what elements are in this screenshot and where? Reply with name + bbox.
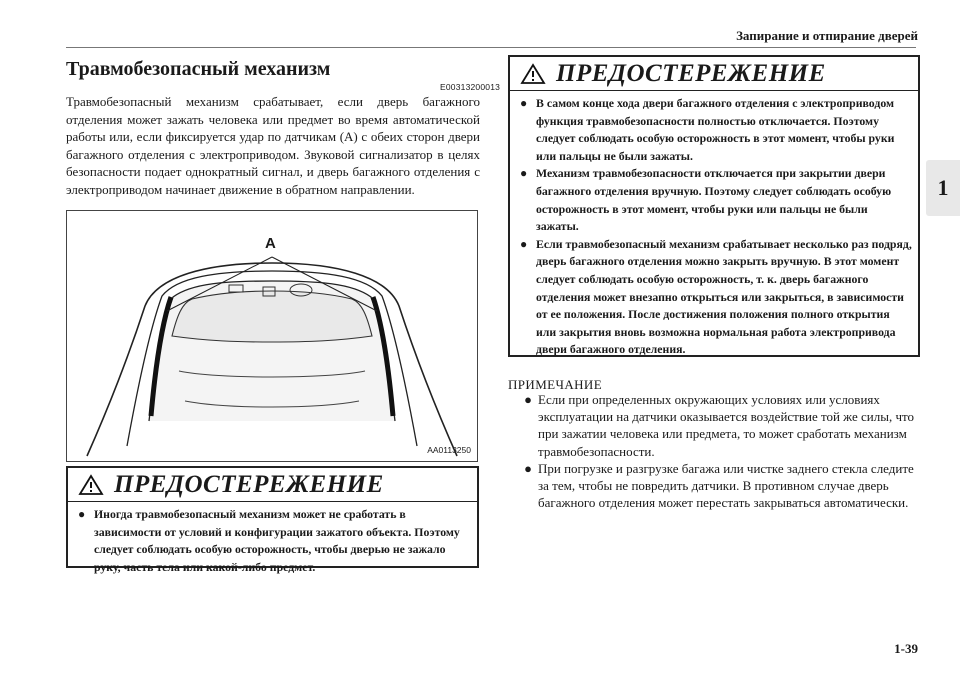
list-item: ● Если при определенных окружающих условиях или условиях эксплуатации на датчики оказывается воздействие той же силы, что при зажатии человека или предмета, то может сработать механизм травмобезопасности. xyxy=(508,391,918,460)
warning-title: ПРЕДОСТЕРЕЖЕНИЕ xyxy=(114,470,384,498)
list-item: ● В самом конце хода двери багажного отделения с электроприводом функция травмобезопасности полностью отключается. Поэтому следует соблюдать особую осторожность в этот момент, чтобы руки или пальцы не были зажаты. xyxy=(520,95,912,165)
warning-header xyxy=(510,57,918,91)
list-item: ● Механизм травмобезопасности отключается при закрытии двери багажного отделения вручную. Поэтому следует соблюдать особую осторожность в этот момент, чтобы руки или пальцы не были зажаты. xyxy=(520,165,912,235)
bullet-icon: ● xyxy=(524,392,532,407)
note-heading: ПРИМЕЧАНИЕ xyxy=(508,377,603,392)
section-paragraph: Травмобезопасный механизм срабатывает, если дверь багажного отделения может зажать человека или предмет во время автоматической работы или, если фиксируется удар по датчикам (A) с обеих сторон двери багажного отделения с электроприводом. Звуковой сигнализатор в целях безопасности подает однократный сигнал, и дверь багажного отделения с электроприводом начинает движение в обратном направлении. xyxy=(66,94,480,197)
warning-box-right xyxy=(508,55,920,357)
section-title: Травмобезопасный механизм xyxy=(66,58,331,80)
page-number: 1-39 xyxy=(894,641,918,656)
figure-code: AA0113250 xyxy=(427,445,471,455)
figure-label-a: A xyxy=(265,235,276,252)
warning-triangle-icon xyxy=(68,474,114,496)
bullet-icon: ● xyxy=(520,96,528,110)
bullet-icon: ● xyxy=(78,507,86,521)
chapter-tab[interactable]: 1 xyxy=(926,160,960,216)
note-list xyxy=(508,391,918,511)
list-item: ● Иногда травмобезопасный механизм может не сработать в зависимости от условий и конфигурации зажатого объекта. Поэтому следует соблюдать особую осторожность, чтобы дверью не зажало руку, часть тела или какой-либо предмет. xyxy=(78,506,471,576)
warning-header xyxy=(68,468,477,502)
header-title: Запирание и отпирание дверей xyxy=(736,28,918,43)
warning-title: ПРЕДОСТЕРЕЖЕНИЕ xyxy=(556,59,826,87)
section-code: E00313200013 xyxy=(440,82,501,92)
warning-triangle-icon xyxy=(510,63,556,85)
header-divider xyxy=(66,47,916,48)
bullet-icon: ● xyxy=(520,236,528,251)
bullet-icon: ● xyxy=(520,166,528,181)
warning-box-left xyxy=(66,466,479,574)
list-item: ● Если травмобезопасный механизм срабатывает несколько раз подряд, дверь багажного отделения можно закрыть вручную. В этот момент следует соблюдать особую осторожность, т. к. дверь багажного отделения может внезапно открыться или закрыться, в зависимости от ее положения. После достижения положения полного открытия или закрытия вновь возможна нормальная работа электропривода двери багажного отделения. xyxy=(520,236,912,359)
list-item: ● При погрузке и разгрузке багажа или чистке заднего стекла следите за тем, чтобы не повредить датчики. В противном случае дверь багажного отделения может перестать закрываться автоматически. xyxy=(508,460,918,512)
bullet-icon: ● xyxy=(524,460,532,476)
tailgate-figure xyxy=(66,210,478,462)
